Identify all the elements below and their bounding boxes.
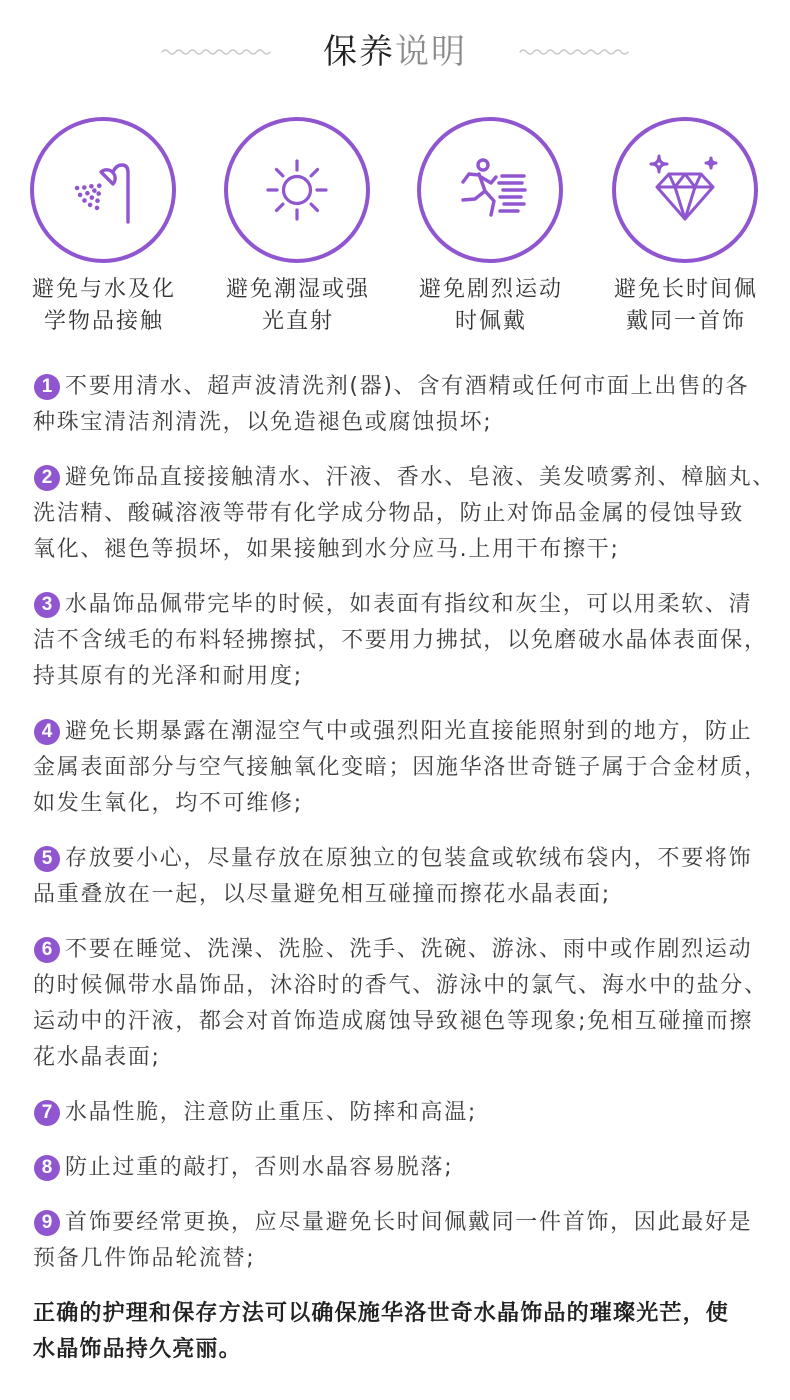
care-tip-7	[0, 1095, 790, 1131]
tip-line	[33, 1150, 790, 1186]
avoid-item-long-wear	[600, 117, 770, 338]
avoid-label: 避免长时间佩	[613, 277, 758, 302]
tip-line	[33, 877, 790, 913]
number-badge: 9	[34, 1210, 60, 1236]
wave-divider-left	[161, 47, 271, 57]
avoid-label: 戴同一首饰	[625, 309, 746, 334]
tip-line	[33, 714, 790, 750]
number-badge: 3	[34, 592, 60, 618]
care-tip-6	[0, 932, 790, 1076]
tip-text: 洁不含绒毛的布料轻拂擦拭，不要用力拂拭，以免磨破水晶体表面保，	[33, 628, 768, 653]
tip-line	[33, 1241, 790, 1277]
closing-line	[33, 1332, 790, 1368]
avoid-item-water	[18, 117, 188, 338]
tip-text: 的时候佩带水晶饰品，沐浴时的香气、游泳中的氯气、海水中的盐分、	[33, 973, 768, 998]
avoid-item-exercise	[405, 117, 575, 338]
number-badge: 5	[34, 846, 60, 872]
number-badge: 1	[34, 374, 60, 400]
tip-line	[33, 369, 790, 405]
tip-text: 水晶性脆，注意防止重压、防摔和高温;	[65, 1100, 478, 1125]
tip-text: 首饰要经常更换，应尽量避免长时间佩戴同一件首饰，因此最好是	[65, 1210, 753, 1235]
tip-text: 花水晶表面;	[33, 1045, 161, 1070]
icon-circle	[417, 117, 563, 263]
tip-line	[33, 968, 790, 1004]
tip-line	[33, 623, 790, 659]
page-title	[323, 24, 467, 80]
tip-line	[33, 1205, 790, 1241]
tip-text: 金属表面部分与空气接触氧化变暗；因施华洛世奇链子属于合金材质，	[33, 755, 768, 780]
diamond-icon	[647, 152, 723, 228]
care-tip-4	[0, 714, 790, 822]
tip-text: 避免长期暴露在潮湿空气中或强烈阳光直接能照射到的地方，防止	[65, 719, 753, 744]
number-badge: 8	[34, 1155, 60, 1181]
shower-icon	[65, 152, 141, 228]
title-light: 说明	[395, 32, 467, 72]
care-tip-9	[0, 1205, 790, 1277]
tip-text: 存放要小心，尽量存放在原独立的包装盒或软绒布袋内，不要将饰	[65, 846, 753, 871]
tip-line	[33, 532, 790, 568]
avoid-item-sun	[212, 117, 382, 338]
avoid-label: 避免潮湿或强	[225, 277, 370, 302]
tip-text: 运动中的汗液，都会对首饰造成腐蚀导致褪色等现象;免相互碰撞而擦	[33, 1009, 754, 1034]
tip-text: 品重叠放在一起，以尽量避免相互碰撞而擦花水晶表面;	[33, 882, 611, 907]
running-person-icon	[452, 152, 528, 228]
tip-line	[33, 460, 790, 496]
care-tip-1	[0, 369, 790, 441]
care-tip-8	[0, 1150, 790, 1186]
care-tip-2	[0, 460, 790, 568]
tip-text: 洗洁精、酸碱溶液等带有化学成分物品，防止对饰品金属的侵蚀导致	[33, 501, 745, 526]
icon-circle	[30, 117, 176, 263]
wave-divider-right	[519, 47, 629, 57]
avoid-label: 学物品接触	[43, 309, 164, 334]
closing-text: 正确的护理和保存方法可以确保施华洛世奇水晶饰品的璀璨光芒，使	[33, 1301, 730, 1326]
title-strong: 保养	[323, 32, 395, 72]
tip-line	[33, 841, 790, 877]
care-tips-list	[0, 369, 790, 1387]
tip-text: 不要在睡觉、洗澡、洗脸、洗手、洗碗、游泳、雨中或作剧烈运动	[65, 937, 753, 962]
avoid-label: 避免与水及化	[31, 277, 176, 302]
avoid-label: 避免剧烈运动	[418, 277, 563, 302]
tip-line	[33, 786, 790, 822]
closing-line	[33, 1296, 790, 1332]
icon-circle	[612, 117, 758, 263]
tip-text: 预备几件饰品轮流替;	[33, 1246, 256, 1271]
number-badge: 2	[34, 465, 60, 491]
tip-line	[33, 405, 790, 441]
tip-line	[33, 1004, 790, 1040]
tip-line	[33, 932, 790, 968]
tip-text: 不要用清水、超声波清洗剂(器)、含有酒精或任何市面上出售的各	[65, 374, 750, 399]
tip-line	[33, 587, 790, 623]
tip-text: 持其原有的光泽和耐用度;	[33, 664, 303, 689]
section-header	[0, 24, 790, 80]
sun-icon	[259, 152, 335, 228]
avoid-label: 光直射	[261, 309, 334, 334]
tip-text: 防止过重的敲打，否则水晶容易脱落;	[65, 1155, 454, 1180]
care-tip-5	[0, 841, 790, 913]
care-tip-3	[0, 587, 790, 695]
tip-text: 避免饰品直接接触清水、汗液、香水、皂液、美发喷雾剂、樟脑丸、	[65, 465, 777, 490]
tip-line	[33, 1095, 790, 1131]
tip-line	[33, 750, 790, 786]
tip-text: 水晶饰品佩带完毕的时候，如表面有指纹和灰尘，可以用柔软、清	[65, 592, 753, 617]
spray-dots	[75, 183, 102, 210]
tip-line	[33, 659, 790, 695]
tip-line	[33, 1040, 790, 1076]
number-badge: 7	[34, 1100, 60, 1126]
avoid-label: 时佩戴	[454, 309, 527, 334]
tip-text: 种珠宝清洁剂清洗，以免造褪色或腐蚀损坏;	[33, 410, 493, 435]
icon-circle	[224, 117, 370, 263]
tip-line	[33, 496, 790, 532]
closing-statement	[0, 1296, 790, 1368]
closing-text: 水晶饰品持久亮丽。	[33, 1337, 242, 1362]
number-badge: 4	[34, 719, 60, 745]
tip-text: 氧化、褪色等损坏，如果接触到水分应马.上用干布擦干;	[33, 537, 620, 562]
number-badge: 6	[34, 937, 60, 963]
tip-text: 如发生氧化，均不可维修;	[33, 791, 303, 816]
